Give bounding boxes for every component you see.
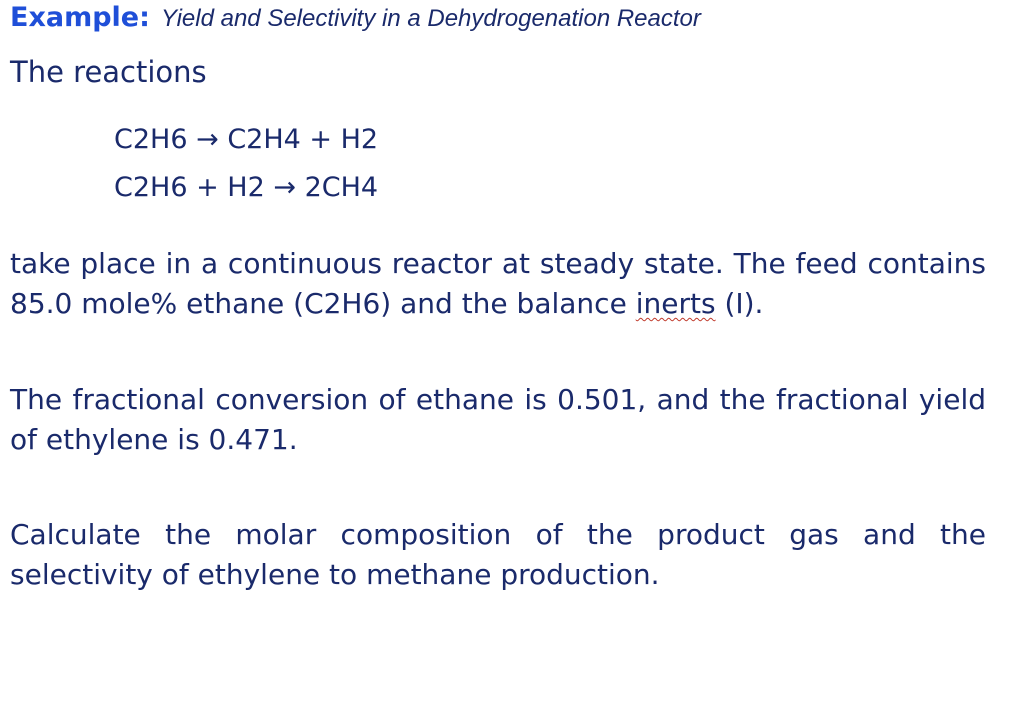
intro-text: The reactions xyxy=(10,55,207,89)
paragraph-text: take place in a continuous reactor at steady state. The feed contains 85.0 mole% ethane (C2H6) and the balance xyxy=(10,247,986,320)
reaction-equation-2 xyxy=(114,172,378,203)
paragraph-task: Calculate the molar composition of the product gas and the selectivity of ethylene to methane production. xyxy=(10,518,986,591)
slide-title xyxy=(10,2,701,33)
title-label: Example: xyxy=(10,2,150,33)
spellcheck-flagged-word: inerts xyxy=(635,287,716,320)
equation-lhs: C2H6 + H2 xyxy=(114,172,265,203)
equation-rhs: 2CH4 xyxy=(304,172,379,203)
equation-lhs: C2H6 xyxy=(114,124,188,155)
arrow-icon: → xyxy=(196,124,219,155)
title-text: Yield and Selectivity in a Dehydrogenation Reactor xyxy=(161,5,701,32)
paragraph-text: (I). xyxy=(715,287,764,320)
reaction-equation-1 xyxy=(114,124,378,155)
paragraph-conversion-yield: The fractional conversion of ethane is 0.501, and the fractional yield of ethylene is 0.471. xyxy=(10,383,986,456)
arrow-icon: → xyxy=(273,172,296,203)
equation-rhs: C2H4 + H2 xyxy=(227,124,379,155)
paragraph-reactor-feed xyxy=(10,244,986,324)
